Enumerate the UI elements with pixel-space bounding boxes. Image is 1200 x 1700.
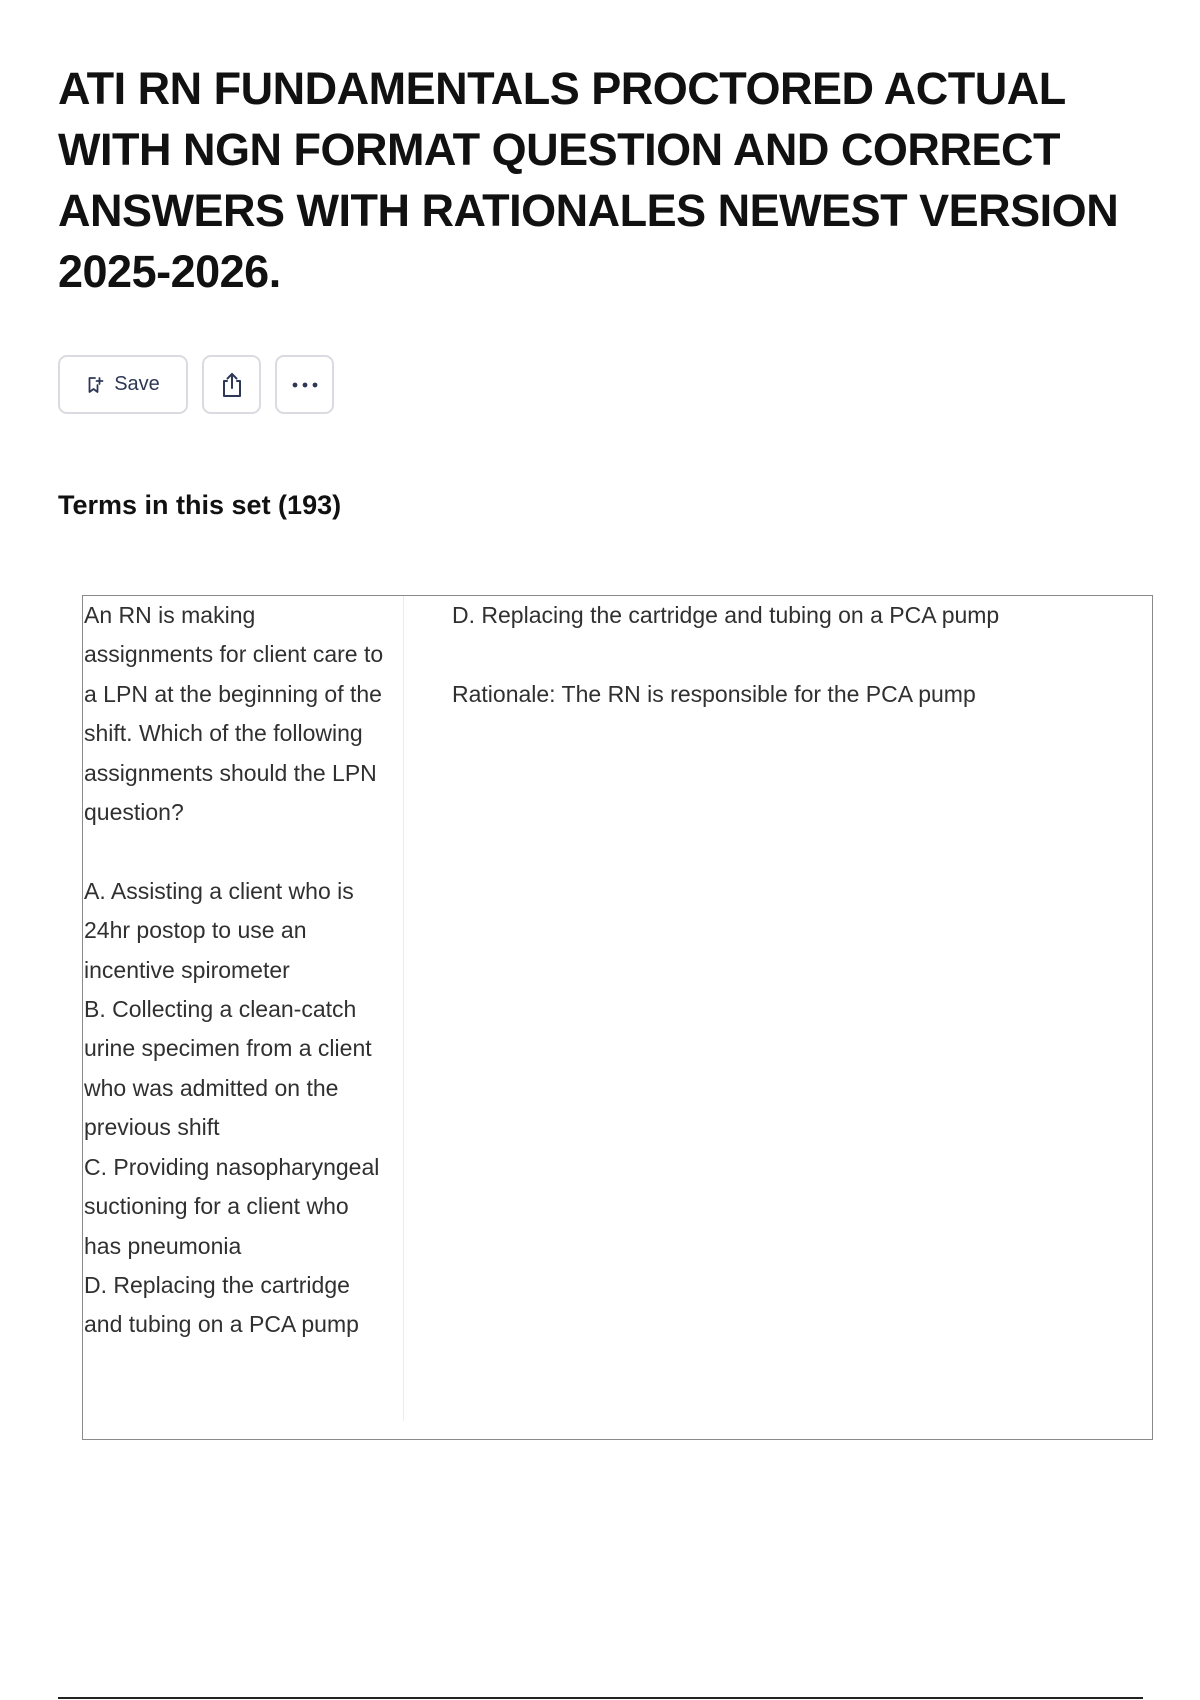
- more-options-button[interactable]: [275, 355, 334, 414]
- page-title: ATI RN FUNDAMENTALS PROCTORED ACTUAL WITH NGN FORMAT QUESTION AND CORRECT ANSWERS WITH RATIONALES NEWEST VERSION 2025-2026.: [58, 63, 1119, 297]
- more-horizontal-icon: [291, 382, 319, 388]
- term-text: An RN is making assignments for client care to a LPN at the beginning of the shift. Which of the following assignments should the LPN question? A. Assisting a client who is 24hr postop to use an incentive spirometer B. Collecting a clean-catch urine specimen from a client who was admitted on the previous shift C. Providing nasopharyngeal suctioning for a client who has pneumonia D. Replacing the cartridge and tubing on a PCA pump: [84, 602, 384, 1338]
- save-label: Save: [114, 373, 160, 395]
- term-column: [83, 596, 404, 1421]
- share-button[interactable]: [202, 355, 261, 414]
- term-card: [82, 595, 1153, 1440]
- save-button[interactable]: [58, 355, 188, 414]
- footer-divider: [58, 1697, 1143, 1699]
- definition-text: D. Replacing the cartridge and tubing on a PCA pump Rationale: The RN is responsible for the PCA pump: [452, 602, 1000, 707]
- action-bar: [58, 355, 334, 414]
- bookmark-plus-icon: [86, 376, 104, 394]
- terms-heading: Terms in this set (193): [58, 490, 342, 520]
- share-icon: [219, 371, 245, 399]
